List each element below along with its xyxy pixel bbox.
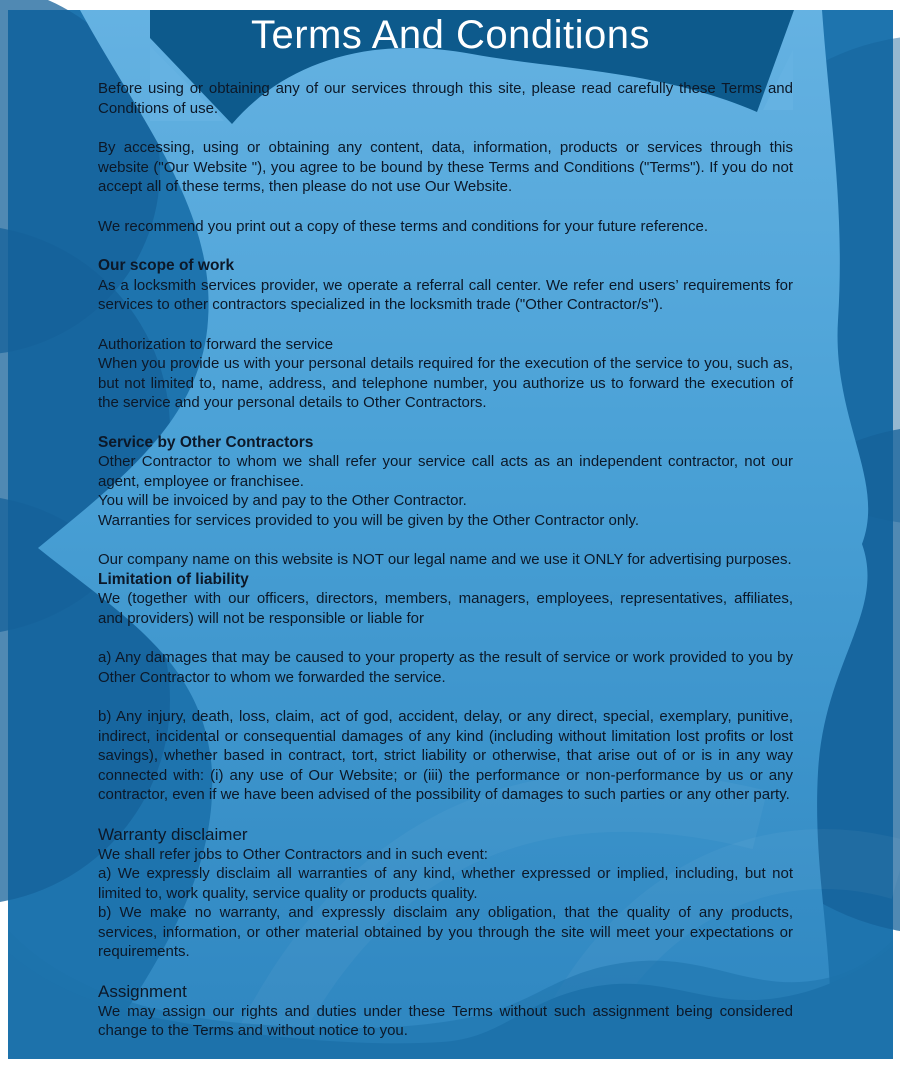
section-heading: Our scope of work — [98, 257, 235, 274]
paragraph-gap — [98, 530, 793, 550]
paragraph-gap — [98, 197, 793, 217]
paragraph: As a locksmith services provider, we operate a referral call center. We refer end users’ requirements for services to other contractors specialized in the locksmith trade ("Other Contractor/s"). — [98, 276, 793, 313]
paragraph-gap — [98, 118, 793, 138]
paragraph: a) We expressly disclaim all warranties of any kind, whether expressed or implied, including, but not limited to, work quality, service quality or products quality. — [98, 865, 793, 902]
paragraph: Warranties for services provided to you will be given by the Other Contractor only. — [98, 511, 640, 529]
paragraph-gap — [98, 315, 793, 335]
terms-content — [98, 79, 793, 1041]
paragraph: You will be invoiced by and pay to the Other Contractor. — [98, 492, 467, 509]
paragraph-gap — [98, 628, 793, 648]
paragraph-gap — [98, 413, 793, 433]
section-heading: Limitation of liability — [98, 570, 249, 588]
paragraph: Authorization to forward the service — [98, 335, 334, 353]
paragraph: We may assign our rights and duties under these Terms without such assignment being considered change to the Terms and without notice to you. — [98, 1002, 793, 1039]
paragraph-gap — [98, 962, 793, 982]
paragraph-gap — [98, 687, 793, 707]
paragraph: We recommend you print out a copy of these terms and conditions for your future reference. — [98, 217, 709, 235]
section-heading: Assignment — [98, 981, 187, 1001]
paragraph: Other Contractor to whom we shall refer your service call acts as an independent contractor, not our agent, employee or franchisee. — [98, 453, 793, 490]
paragraph-gap — [98, 805, 793, 825]
paragraph: When you provide us with your personal details required for the execution of the service to you, such as, but not limited to, name, address, and telephone number, you authorize us to forward the execution of the service and your personal details to Other Contractors. — [98, 355, 793, 411]
paragraph: b) We make no warranty, and expressly disclaim any obligation, that the quality of any products, services, information, or other material obtained by you through the site will meet your expectations or requirements. — [98, 904, 793, 960]
paragraph: Our company name on this website is NOT our legal name and we use it ONLY for advertising purposes. — [98, 551, 792, 568]
paragraph: By accessing, using or obtaining any content, data, information, products or services through this website ("Our Website "), you agree to be bound by these Terms and Conditions ("Terms"). If you do not accept all of these terms, then please do not use Our Website. — [98, 139, 793, 195]
page-title: Terms And Conditions — [250, 13, 651, 57]
paragraph: b) Any injury, death, loss, claim, act of god, accident, delay, or any direct, special, exemplary, punitive, indirect, incidental or consequential damages of any kind (including without limitation lost profits or lost savings), whether based in contract, tort, strict liability or otherwise, that arise out of or is in any way connected with: (i) any use of Our Website; or (iii) the performance or non-performance by us or any contractor, even if we have been advised of the possibility of damages to such parties or any other party. — [98, 708, 793, 803]
paragraph: Before using or obtaining any of our services through this site, please read carefully these Terms and Conditions of use. — [98, 80, 793, 117]
paragraph: We shall refer jobs to Other Contractors and in such event: — [98, 845, 488, 863]
section-heading: Warranty disclaimer — [98, 824, 248, 844]
paragraph: a) Any damages that may be caused to your property as the result of service or work provided to you by Other Contractor to whom we forwarded the service. — [98, 649, 793, 686]
section-heading: Service by Other Contractors — [98, 433, 314, 451]
paragraph-gap — [98, 236, 793, 256]
paragraph: We (together with our officers, directors, members, managers, employees, representatives, affiliates, and providers) will not be responsible or liable for — [98, 590, 793, 627]
